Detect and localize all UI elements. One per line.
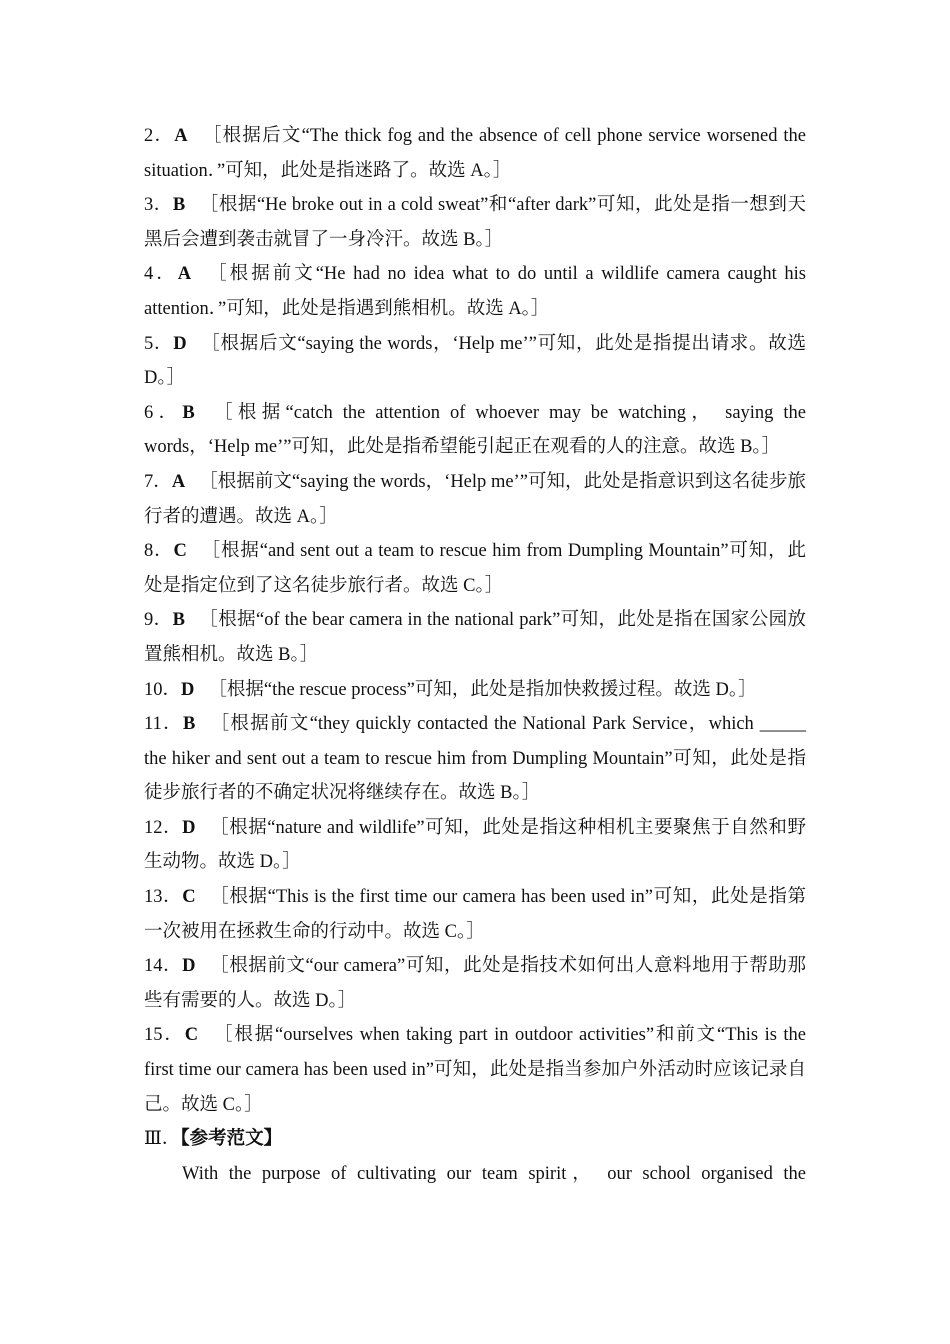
answer-letter: B [182,402,195,423]
answer-letter: B [182,714,196,735]
answer-letter: A [174,126,188,146]
item-number: 15． [144,1025,185,1046]
answer-letter: D [173,333,187,354]
answer-explanations [144,119,806,1191]
item-number: 9． [144,610,173,631]
explanation-text: ［根据前文“they quickly contacted the National Park Service，which _____ the hiker and sent out a team to rescue him from Dumpling Mountain”可知，此处是指徒步旅行者的不确定状况将继续存在。故选 B。］ [144,714,806,804]
item-number: 2． [144,126,175,146]
explanation-text: ［根据“ourselves when taking part in outdoor activities”和前文“This is the first time our camera has been used in”可知，此处是指当参加户外活动时应该记录自己。故选 C。］ [144,1025,806,1115]
answer-item-5 [144,327,806,396]
answer-item-2 [144,119,806,188]
answer-letter: D [181,679,195,700]
item-number: 14． [144,956,183,977]
explanation-text: ［根据“the rescue process”可知，此处是指加快救援过程。故选 D。］ [208,679,757,700]
essay-paragraph: With the purpose of cultivating our team spirit， our school organised the [182,1163,806,1184]
item-number: 5． [144,333,174,354]
item-number: 7． [144,471,172,492]
answer-letter: A [171,471,186,492]
answer-item-6 [144,396,806,465]
answer-letter: A [177,264,192,285]
item-number: 3． [144,195,173,216]
answer-item-13 [144,880,806,949]
item-number: 4． [144,264,178,285]
section-title: 【参考范文】 [180,1129,283,1150]
section-numeral: Ⅲ． [144,1129,181,1150]
item-number: 6． [144,402,183,423]
explanation-text: ［根据“This is the first time our camera has been used in”可知，此处是指第一次被用在拯救生命的行动中。故选 C。］ [144,887,806,942]
explanation-text: ［根据前文“saying the words，‘Help me’”可知，此处是指意识到这名徒步旅行者的遭遇。故选 A。］ [144,471,806,527]
answer-letter: B [172,195,186,216]
explanation-text: ［根据“of the bear camera in the national park”可知，此处是指在国家公园放置熊相机。故选 B。］ [144,610,806,665]
answer-letter: C [184,1025,199,1046]
answer-letter: C [182,887,196,908]
explanation-text: ［根据“He broke out in a cold sweat”和“after dark”可知，此处是指一想到天黑后会遭到袭击就冒了一身冷汗。故选 B。］ [144,195,806,250]
answer-item-15 [144,1018,806,1122]
explanation-text: ［根据前文“our camera”可知，此处是指技术如何出人意料地用于帮助那些有需要的人。故选 D。］ [144,956,806,1011]
item-number: 12． [144,817,183,838]
answer-item-3 [144,188,806,257]
item-number: 11． [144,714,183,735]
item-number: 10． [144,679,182,700]
section-heading [144,1122,806,1157]
answer-letter: D [182,956,196,977]
answer-letter: D [182,817,196,838]
answer-item-8 [144,534,806,603]
explanation-text: ［根据“and sent out a team to rescue him from Dumpling Mountain”可知，此处是指定位到了这名徒步旅行者。故选 C。］ [144,541,806,596]
answer-item-14 [144,949,806,1018]
answer-item-4 [144,257,806,326]
explanation-text: ［根据“catch the attention of whoever may be watching， saying the words，‘Help me’”可知，此处是指希望能引起正在观看的人的注意。故选 B。］ [144,402,806,458]
answer-item-9 [144,603,806,672]
answer-item-7 [144,465,806,534]
answer-item-10 [144,673,806,708]
item-number: 8． [144,541,174,562]
explanation-text: ［根据前文“He had no idea what to do until a wildlife camera caught his attention．”可知，此处是指遇到熊相机。故选 A。］ [144,264,806,319]
answer-item-11 [144,707,806,811]
explanation-text: ［根据后文“The thick fog and the absence of cell phone service worsened the situation．”可知，此处是指迷路了。故选 A。］ [144,126,806,181]
item-number: 13． [144,887,183,908]
answer-letter: B [172,610,185,631]
answer-item-12 [144,811,806,880]
explanation-text: ［根据“nature and wildlife”可知，此处是指这种相机主要聚焦于自然和野生动物。故选 D。］ [144,817,806,873]
explanation-text: ［根据后文“saying the words，‘Help me’”可知，此处是指提出请求。故选 D。］ [144,333,806,389]
answer-letter: C [173,541,187,562]
